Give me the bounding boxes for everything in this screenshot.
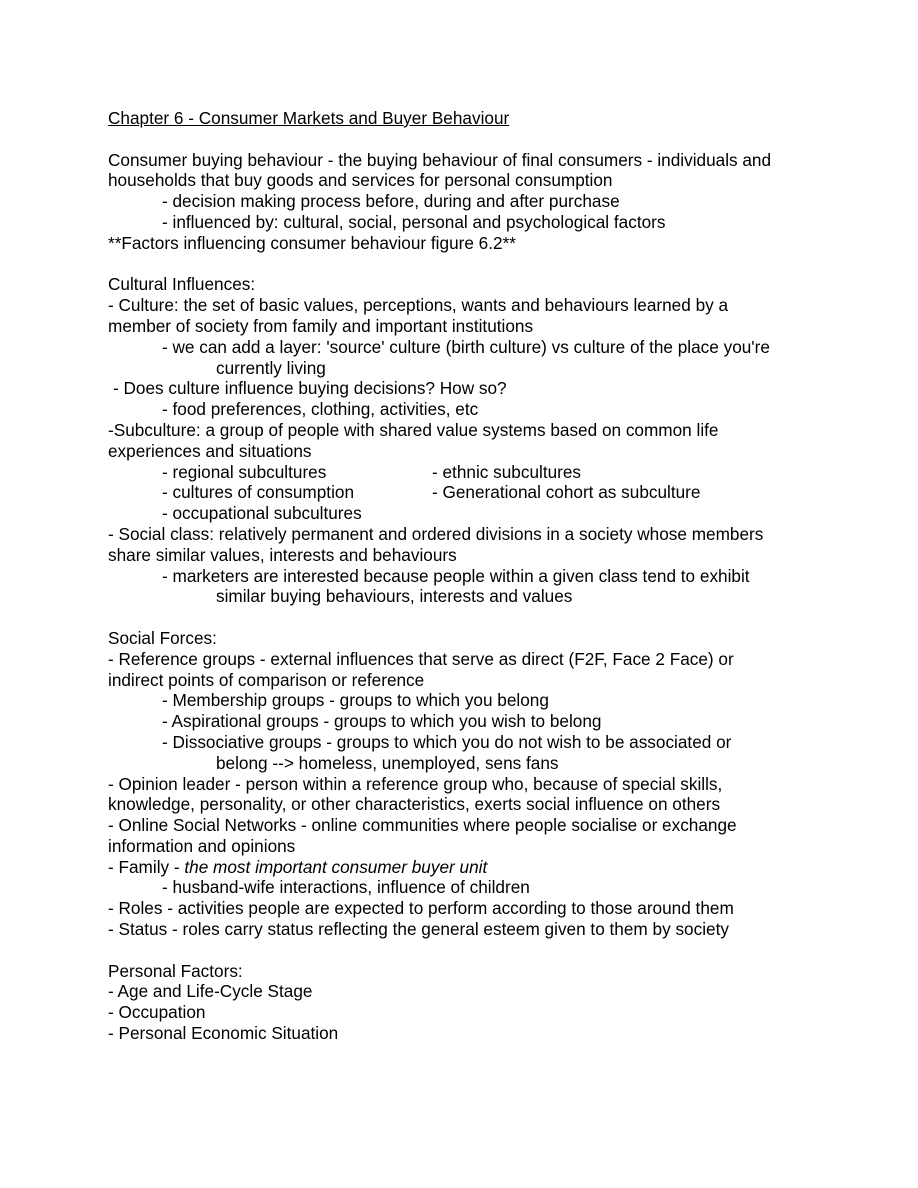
membership-groups: - Membership groups - groups to which you belong: [162, 690, 549, 711]
aspirational-groups: - Aspirational groups - groups to which you wish to belong: [162, 711, 602, 732]
family-line: [108, 857, 808, 878]
intro-line-1: Consumer buying behaviour - the buying behaviour of final consumers - individuals and: [108, 149, 772, 170]
marketers-line-1: - marketers are interested because people within a given class tend to exhibit: [162, 565, 750, 586]
spacer: [108, 254, 808, 275]
culture-examples: - food preferences, clothing, activities, etc: [162, 399, 479, 420]
family-label: - Family -: [108, 856, 185, 877]
subculture-regional: - regional subcultures: [162, 461, 327, 482]
spacer: [108, 129, 808, 150]
culture-line-1: - Culture: the set of basic values, perceptions, wants and behaviours learned by a: [108, 295, 729, 316]
subculture-ethnic: - ethnic subcultures: [432, 461, 582, 482]
opinion-leader-line-1: - Opinion leader - person within a reference group who, because of special skills,: [108, 773, 723, 794]
family-sub: - husband-wife interactions, influence of children: [162, 877, 530, 898]
online-networks-line-2: information and opinions: [108, 835, 296, 856]
reference-groups-line-2: indirect points of comparison or reference: [108, 669, 425, 690]
document-page: [108, 108, 808, 1044]
intro-bullet-decision: - decision making process before, during and after purchase: [162, 191, 620, 212]
intro-bullet-influenced: - influenced by: cultural, social, personal and psychological factors: [162, 211, 666, 232]
culture-line-2: member of society from family and important institutions: [108, 315, 534, 336]
subculture-line-2: experiences and situations: [108, 440, 312, 461]
layer-line-2: currently living: [216, 357, 326, 378]
subculture-row-1: [108, 462, 808, 483]
spacer: [108, 940, 808, 961]
intro-line-2: households that buy goods and services for personal consumption: [108, 170, 613, 191]
dissociative-groups-line-2: belong --> homeless, unemployed, sens fans: [216, 752, 559, 773]
subculture-consumption: - cultures of consumption: [162, 482, 355, 503]
marketers-line-2: similar buying behaviours, interests and values: [216, 586, 573, 607]
online-networks-line-1: - Online Social Networks - online communities where people socialise or exchange: [108, 815, 737, 836]
opinion-leader-line-2: knowledge, personality, or other characteristics, exerts social influence on others: [108, 794, 721, 815]
status-line: - Status - roles carry status reflecting the general esteem given to them by society: [108, 919, 729, 940]
culture-question: - Does culture influence buying decisions? How so?: [113, 378, 507, 399]
personal-economic: - Personal Economic Situation: [108, 1023, 339, 1044]
personal-heading: Personal Factors:: [108, 960, 243, 981]
chapter-title: Chapter 6 - Consumer Markets and Buyer Behaviour: [108, 108, 510, 128]
reference-groups-line-1: - Reference groups - external influences that serve as direct (F2F, Face 2 Face) or: [108, 648, 734, 669]
social-heading: Social Forces:: [108, 627, 217, 648]
layer-line-1: - we can add a layer: 'source' culture (birth culture) vs culture of the place you're: [162, 336, 770, 357]
cultural-heading: Cultural Influences:: [108, 274, 256, 295]
subculture-row-2: [108, 482, 808, 503]
roles-line: - Roles - activities people are expected to perform according to those around them: [108, 898, 734, 919]
spacer: [108, 607, 808, 628]
family-emphasis: the most important consumer buyer unit: [184, 856, 488, 877]
dissociative-groups-line-1: - Dissociative groups - groups to which you do not wish to be associated or: [162, 731, 732, 752]
subculture-occupational: - occupational subcultures: [162, 503, 362, 524]
personal-occupation: - Occupation: [108, 1002, 206, 1023]
personal-age: - Age and Life-Cycle Stage: [108, 981, 313, 1002]
social-class-line-1: - Social class: relatively permanent and ordered divisions in a society whose members: [108, 523, 764, 544]
figure-note: **Factors influencing consumer behaviour figure 6.2**: [108, 232, 516, 253]
social-class-line-2: share similar values, interests and behaviours: [108, 544, 457, 565]
subculture-generational: - Generational cohort as subculture: [432, 482, 701, 503]
subculture-line-1: -Subculture: a group of people with shared value systems based on common life: [108, 419, 719, 440]
